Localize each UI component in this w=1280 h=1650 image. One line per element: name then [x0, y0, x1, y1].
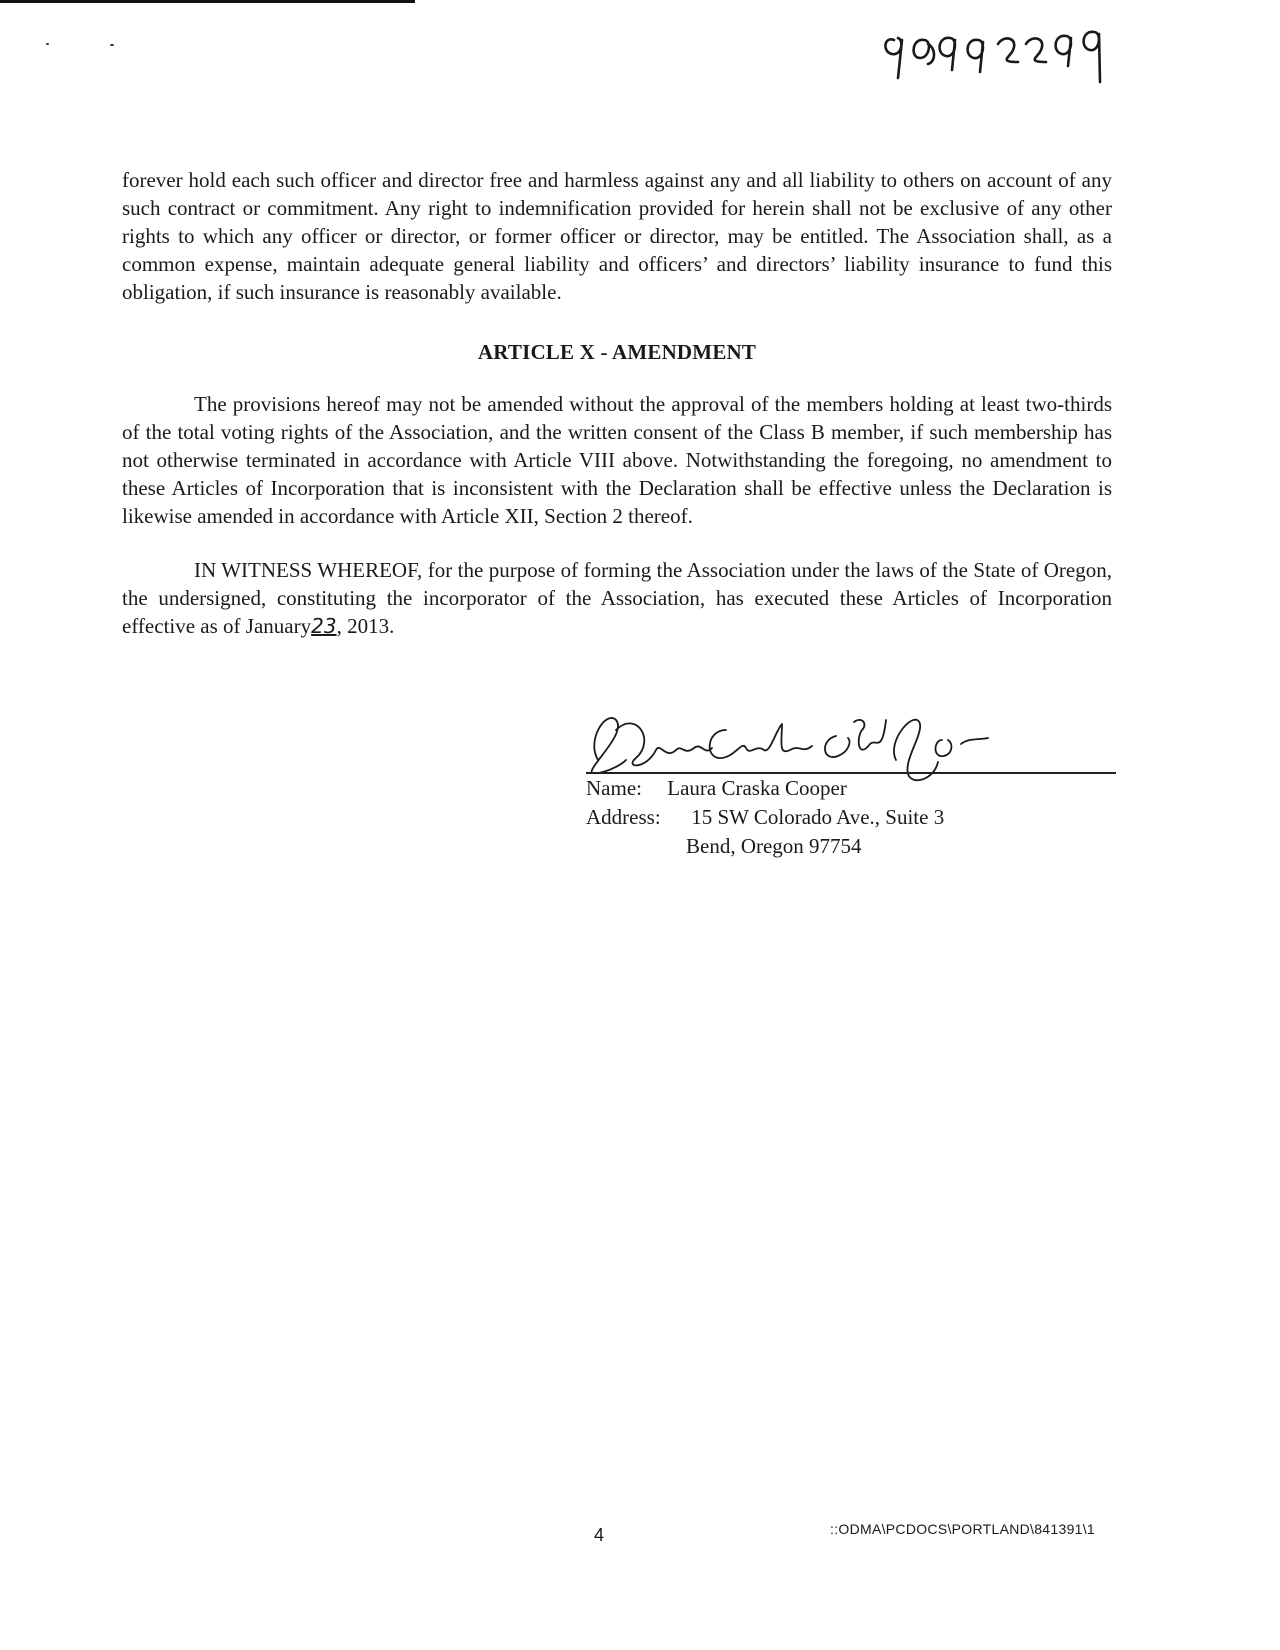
- address-line2: Bend, Oregon 97754: [686, 834, 862, 858]
- address-line1: 15 SW Colorado Ave., Suite 3: [691, 805, 945, 829]
- document-page: [122, 166, 1112, 640]
- scan-speck: [46, 43, 49, 45]
- scan-edge-line: [0, 0, 415, 3]
- address-label: Address:: [586, 805, 661, 829]
- signature-block: [586, 706, 1126, 861]
- indemnification-paragraph: forever hold each such officer and director free and harmless against any and all liability to others on account of any such contract or commitment. Any right to indemnification provided for herein shall not be exclusive of any other rights to which any officer or director, or former officer or director, may be entitled. The Association shall, as a common expense, maintain adequate general liability and officers’ and directors’ liability insurance to fund this obligation, if such insurance is reasonably available.: [122, 168, 1112, 304]
- handwritten-file-number-drawing: [880, 18, 1140, 88]
- address-row-2: [586, 832, 1126, 861]
- signature-icon: [586, 700, 1006, 800]
- signature-line: [586, 772, 1116, 774]
- handwritten-file-number: [880, 18, 1140, 88]
- handwritten-date: 23: [311, 614, 337, 638]
- witness-year: , 2013.: [336, 614, 395, 638]
- document-id: ::ODMA\PCDOCS\PORTLAND\841391\1: [830, 1521, 1096, 1537]
- witness-text: IN WITNESS WHEREOF, for the purpose of forming the Association under the laws of the State of Oregon, the undersigned, constituting the incorporator of the Association, has executed these Articles of Incorporation effective as of January: [122, 558, 1112, 638]
- name-label: Name:: [586, 776, 642, 800]
- article-heading: ARTICLE X - AMENDMENT: [477, 340, 757, 364]
- signature-area: [586, 706, 1116, 774]
- page-number: 4: [594, 1525, 605, 1545]
- scan-speck: [110, 44, 114, 46]
- address-row: [586, 803, 1126, 832]
- witness-paragraph: [122, 556, 1112, 640]
- amendment-paragraph: The provisions hereof may not be amended without the approval of the members holding at least two-thirds of the total voting rights of the Association, and the written consent of the Class B member, if such membership has not otherwise terminated in accordance with Article VIII above. Notwithstanding the foregoing, no amendment to these Articles of Incorporation that is inconsistent with the Declaration shall be effective unless the Declaration is likewise amended in accordance with Article XII, Section 2 thereof.: [122, 392, 1112, 528]
- name-value: Laura Craska Cooper: [667, 776, 847, 800]
